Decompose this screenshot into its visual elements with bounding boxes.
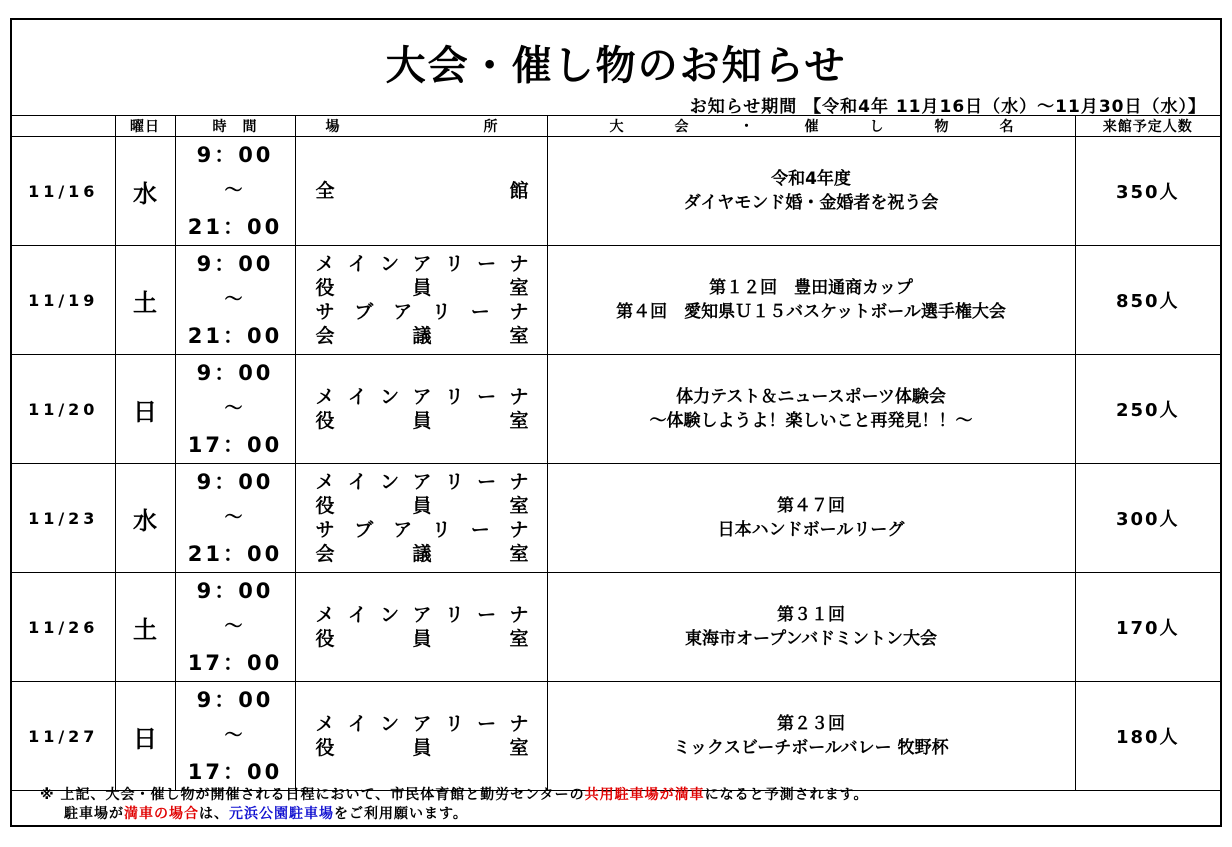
venue-char: ン bbox=[380, 386, 400, 408]
venue-char: メ bbox=[315, 253, 335, 275]
venue-char: ン bbox=[380, 604, 400, 626]
venue-char: ー bbox=[477, 386, 497, 408]
venue-char: 全 bbox=[315, 180, 335, 202]
venue-char: ナ bbox=[509, 253, 529, 275]
header-event-char: 名 bbox=[999, 119, 1015, 135]
venue-line bbox=[316, 409, 529, 433]
event-venue bbox=[295, 464, 547, 573]
note-text: をご利用願います。 bbox=[334, 806, 468, 822]
header-day: 曜日 bbox=[115, 116, 175, 137]
note-highlight-red: 共用駐車場が満車 bbox=[584, 787, 705, 803]
event-date: 11/23 bbox=[12, 464, 115, 573]
table-row bbox=[12, 246, 1220, 355]
note-text: 駐車場が bbox=[64, 806, 124, 822]
note-text: になると予測されます。 bbox=[704, 787, 869, 803]
venue-char: ン bbox=[380, 713, 400, 735]
header-event-char: し bbox=[869, 119, 885, 135]
table-header-row bbox=[12, 116, 1220, 137]
event-line: 第４７回 bbox=[777, 496, 845, 516]
header-venue-left: 場 bbox=[325, 119, 341, 135]
event-name bbox=[547, 246, 1075, 355]
venue-char: 室 bbox=[509, 410, 529, 432]
venue-line bbox=[316, 627, 529, 651]
venue-char: 員 bbox=[412, 277, 432, 299]
time-end: 17：00 bbox=[187, 433, 283, 457]
time-end: 21：00 bbox=[187, 542, 283, 566]
event-day: 水 bbox=[115, 137, 175, 246]
venue-char: 議 bbox=[412, 325, 432, 347]
venue-char: 役 bbox=[315, 737, 335, 759]
venue-char: 室 bbox=[509, 543, 529, 565]
venue-char: ー bbox=[477, 253, 497, 275]
venue-char: イ bbox=[347, 253, 367, 275]
venue-char: ー bbox=[470, 301, 490, 323]
event-line: ミックスビーチボールバレー 牧野杯 bbox=[673, 738, 949, 758]
venue-char: ン bbox=[380, 253, 400, 275]
schedule-table bbox=[12, 115, 1220, 791]
time-end: 21：00 bbox=[187, 324, 283, 348]
venue-char: 員 bbox=[412, 410, 432, 432]
venue-char: ー bbox=[477, 471, 497, 493]
time-start: 9：00 bbox=[196, 688, 274, 712]
event-time bbox=[175, 355, 295, 464]
event-time bbox=[175, 464, 295, 573]
venue-line bbox=[316, 712, 529, 736]
venue-line bbox=[316, 252, 529, 276]
venue-char: ー bbox=[477, 604, 497, 626]
venue-char: リ bbox=[444, 253, 464, 275]
venue-char: 役 bbox=[315, 628, 335, 650]
table-row bbox=[12, 682, 1220, 791]
venue-char: 室 bbox=[509, 628, 529, 650]
time-separator: ～ bbox=[224, 180, 246, 201]
event-name bbox=[547, 355, 1075, 464]
venue-char: ア bbox=[412, 253, 432, 275]
venue-char: イ bbox=[347, 713, 367, 735]
venue-char: 室 bbox=[509, 325, 529, 347]
venue-char: ナ bbox=[509, 471, 529, 493]
header-venue-right: 所 bbox=[483, 119, 499, 135]
time-end: 21：00 bbox=[187, 215, 283, 239]
event-line: 第２３回 bbox=[777, 714, 845, 734]
venue-char: メ bbox=[315, 604, 335, 626]
venue-char: ナ bbox=[509, 386, 529, 408]
venue-line bbox=[316, 494, 529, 518]
header-count: 来館予定人数 bbox=[1075, 116, 1220, 137]
venue-char: ア bbox=[412, 386, 432, 408]
time-start: 9：00 bbox=[196, 361, 274, 385]
event-day: 日 bbox=[115, 355, 175, 464]
time-separator: ～ bbox=[224, 616, 246, 637]
event-line: 日本ハンドボールリーグ bbox=[717, 520, 905, 540]
header-event-char: 物 bbox=[934, 119, 950, 135]
event-attendance: 170人 bbox=[1075, 573, 1220, 682]
table-row bbox=[12, 355, 1220, 464]
venue-line bbox=[316, 324, 529, 348]
header-event-char: ・ bbox=[739, 119, 755, 135]
venue-char: 室 bbox=[509, 495, 529, 517]
note-line-1 bbox=[40, 786, 869, 805]
venue-char: 会 bbox=[315, 543, 335, 565]
time-separator: ～ bbox=[224, 725, 246, 746]
venue-char: サ bbox=[315, 519, 335, 541]
time-start: 9：00 bbox=[196, 143, 274, 167]
notice-frame bbox=[10, 18, 1222, 827]
venue-line bbox=[316, 385, 529, 409]
venue-char: リ bbox=[431, 301, 451, 323]
event-line: 第１２回 豊田通商カップ bbox=[709, 278, 913, 298]
venue-line bbox=[316, 518, 529, 542]
event-time bbox=[175, 246, 295, 355]
venue-char: ア bbox=[412, 713, 432, 735]
venue-char: 員 bbox=[412, 628, 432, 650]
event-line: 令和4年度 bbox=[771, 169, 851, 189]
event-name bbox=[547, 464, 1075, 573]
event-venue bbox=[295, 246, 547, 355]
header-date bbox=[12, 116, 115, 137]
venue-char: リ bbox=[444, 471, 464, 493]
venue-char: ナ bbox=[509, 301, 529, 323]
event-day: 土 bbox=[115, 246, 175, 355]
event-time bbox=[175, 573, 295, 682]
venue-char: ア bbox=[412, 471, 432, 493]
venue-char: ア bbox=[393, 301, 413, 323]
venue-char: ア bbox=[393, 519, 413, 541]
venue-char: メ bbox=[315, 471, 335, 493]
time-separator: ～ bbox=[224, 507, 246, 528]
table-row bbox=[12, 137, 1220, 246]
note-highlight-blue: 元浜公園駐車場 bbox=[229, 806, 334, 822]
venue-line bbox=[316, 603, 529, 627]
event-date: 11/26 bbox=[12, 573, 115, 682]
event-day: 日 bbox=[115, 682, 175, 791]
venue-char: メ bbox=[315, 713, 335, 735]
event-date: 11/20 bbox=[12, 355, 115, 464]
venue-char: 役 bbox=[315, 410, 335, 432]
event-venue bbox=[295, 573, 547, 682]
event-line: ～体験しようよ！楽しいこと再発見！！～ bbox=[649, 411, 973, 431]
event-date: 11/27 bbox=[12, 682, 115, 791]
notice-period: お知らせ期間 【令和4年 11月16日（水）～11月30日（水）】 bbox=[689, 97, 1206, 117]
venue-char: 室 bbox=[509, 737, 529, 759]
event-name bbox=[547, 137, 1075, 246]
header-venue bbox=[295, 116, 547, 137]
event-line: 第３１回 bbox=[777, 605, 845, 625]
header-event bbox=[547, 116, 1075, 137]
venue-char: 会 bbox=[315, 325, 335, 347]
venue-char: ー bbox=[477, 713, 497, 735]
header-time: 時 間 bbox=[175, 116, 295, 137]
time-start: 9：00 bbox=[196, 470, 274, 494]
page-title: 大会・催し物のお知らせ bbox=[385, 43, 847, 89]
venue-char: リ bbox=[444, 386, 464, 408]
event-line: 第４回 愛知県Ｕ１５バスケットボール選手権大会 bbox=[616, 302, 1006, 322]
venue-char: イ bbox=[347, 604, 367, 626]
venue-char: リ bbox=[444, 604, 464, 626]
header-event-char: 大 bbox=[609, 119, 625, 135]
table-row bbox=[12, 573, 1220, 682]
event-attendance: 350人 bbox=[1075, 137, 1220, 246]
venue-line bbox=[316, 300, 529, 324]
venue-char: 議 bbox=[412, 543, 432, 565]
time-start: 9：00 bbox=[196, 252, 274, 276]
event-day: 土 bbox=[115, 573, 175, 682]
venue-char: ア bbox=[412, 604, 432, 626]
event-venue bbox=[295, 682, 547, 791]
venue-char: 役 bbox=[315, 495, 335, 517]
note-text: ※ 上記、大会・催し物が開催される日程において、市民体育館と勤労センターの bbox=[40, 787, 585, 803]
venue-char: 員 bbox=[412, 495, 432, 517]
event-name bbox=[547, 573, 1075, 682]
event-attendance: 850人 bbox=[1075, 246, 1220, 355]
time-separator: ～ bbox=[224, 398, 246, 419]
venue-char: メ bbox=[315, 386, 335, 408]
header-event-char: 催 bbox=[804, 119, 820, 135]
venue-char: 役 bbox=[315, 277, 335, 299]
event-line: 体力テスト＆ニュースポーツ体験会 bbox=[676, 387, 946, 407]
time-end: 17：00 bbox=[187, 760, 283, 784]
table-row bbox=[12, 464, 1220, 573]
venue-line bbox=[316, 470, 529, 494]
event-line: 東海市オープンバドミントン大会 bbox=[685, 629, 937, 649]
venue-line bbox=[316, 179, 529, 203]
time-start: 9：00 bbox=[196, 579, 274, 603]
time-separator: ～ bbox=[224, 289, 246, 310]
event-venue bbox=[295, 355, 547, 464]
venue-char: ブ bbox=[354, 301, 374, 323]
venue-char: イ bbox=[347, 471, 367, 493]
venue-char: ナ bbox=[509, 519, 529, 541]
venue-char: 館 bbox=[509, 180, 529, 202]
venue-char: ブ bbox=[354, 519, 374, 541]
footer-notes bbox=[40, 786, 869, 824]
venue-line bbox=[316, 542, 529, 566]
header-event-char: 会 bbox=[674, 119, 690, 135]
venue-char: ナ bbox=[509, 604, 529, 626]
event-name bbox=[547, 682, 1075, 791]
venue-line bbox=[316, 736, 529, 760]
venue-char: ナ bbox=[509, 713, 529, 735]
venue-char: リ bbox=[444, 713, 464, 735]
venue-char: 室 bbox=[509, 277, 529, 299]
event-time bbox=[175, 137, 295, 246]
note-highlight-red: 満車の場合 bbox=[124, 806, 199, 822]
event-venue bbox=[295, 137, 547, 246]
note-text: は、 bbox=[199, 806, 229, 822]
note-line-2 bbox=[40, 805, 869, 824]
event-time bbox=[175, 682, 295, 791]
event-line: ダイヤモンド婚・金婚者を祝う会 bbox=[683, 193, 939, 213]
event-attendance: 250人 bbox=[1075, 355, 1220, 464]
venue-char: イ bbox=[347, 386, 367, 408]
event-attendance: 180人 bbox=[1075, 682, 1220, 791]
venue-char: ン bbox=[380, 471, 400, 493]
event-day: 水 bbox=[115, 464, 175, 573]
venue-char: リ bbox=[431, 519, 451, 541]
event-date: 11/19 bbox=[12, 246, 115, 355]
event-date: 11/16 bbox=[12, 137, 115, 246]
venue-char: 員 bbox=[412, 737, 432, 759]
time-end: 17：00 bbox=[187, 651, 283, 675]
event-attendance: 300人 bbox=[1075, 464, 1220, 573]
venue-line bbox=[316, 276, 529, 300]
venue-char: サ bbox=[315, 301, 335, 323]
venue-char: ー bbox=[470, 519, 490, 541]
